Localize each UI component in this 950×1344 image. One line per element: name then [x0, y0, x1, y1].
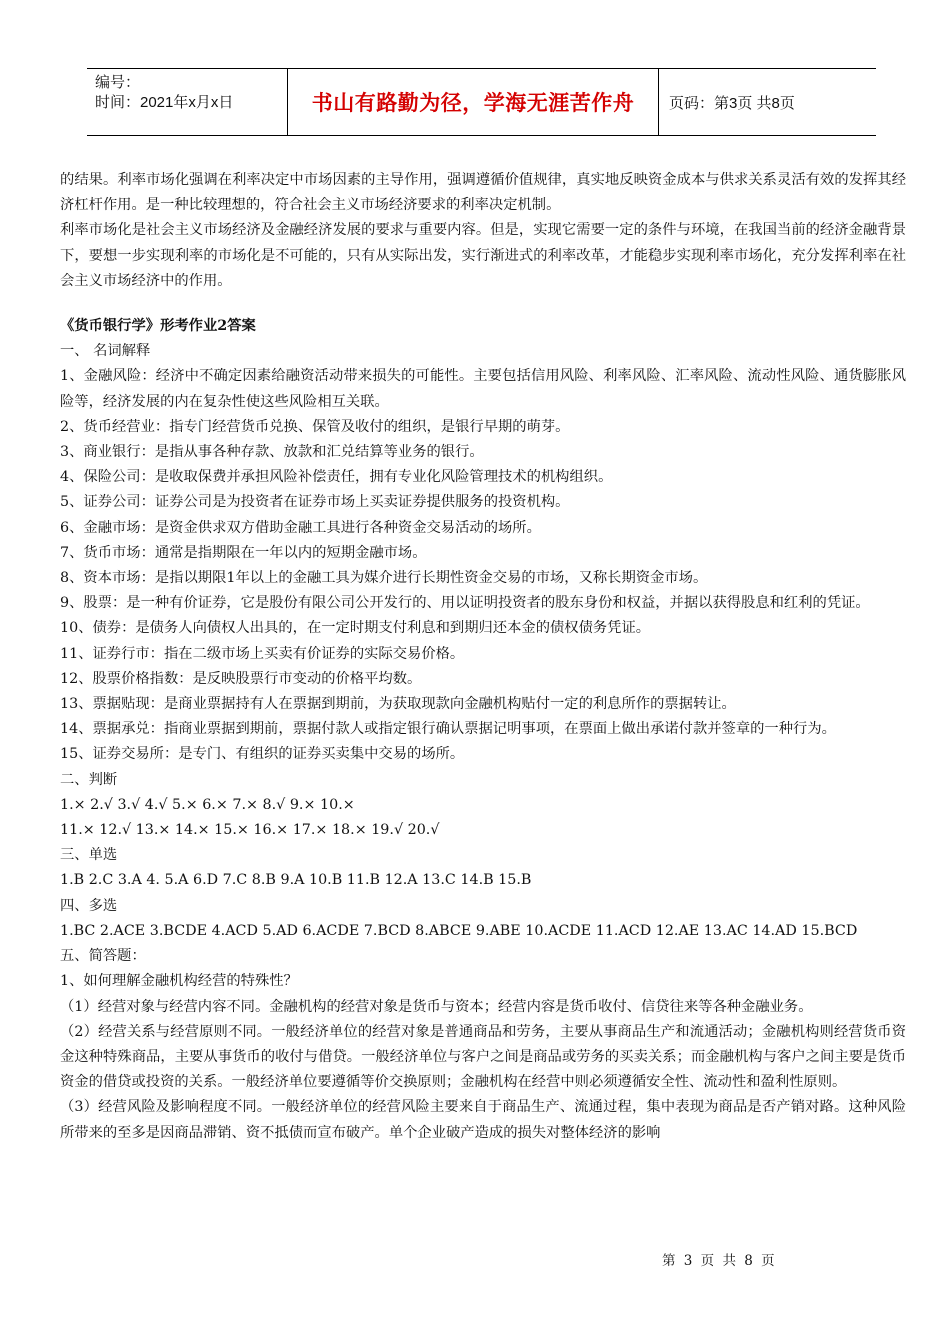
text-line: 5、证券公司：证券公司是为投资者在证券市场上买卖证券提供服务的投资机构。: [60, 494, 570, 511]
text-line: 12、股票价格指数：是反映股票行市变动的价格平均数。: [60, 670, 422, 687]
text-line: 14、票据承兑：指商业票据到期前，票据付款人或指定银行确认票据记明事项，在票面上做出承诺付款并签章的一种行为。: [60, 721, 836, 738]
text-line: 11、证券行市：指在二级市场上买卖有价证券的实际交易价格。: [60, 645, 465, 662]
text-line: 15、证券交易所：是专门、有组织的证券买卖集中交易的场所。: [60, 746, 465, 763]
header-table: [87, 68, 876, 136]
text-line: 11.× 12.√ 13.× 14.× 15.× 16.× 17.× 18.× 19.√ 20.√: [60, 822, 440, 839]
text-line: 13、票据贴现：是商业票据持有人在票据到期前，为获取现款向金融机构贴付一定的利息所作的票据转让。: [60, 696, 736, 713]
text-line: 2、货币经营业：指专门经营货币兑换、保管及收付的组织，是银行早期的萌芽。: [60, 418, 570, 435]
document-body: [60, 168, 906, 1146]
answer-lines: [60, 339, 906, 1146]
page-footer: 第 3 页 共 8 页: [662, 1253, 777, 1269]
text-line: 1.B 2.C 3.A 4. 5.A 6.D 7.C 8.B 9.A 10.B 11.B 12.A 13.C 14.B 15.B: [60, 872, 532, 889]
text-line: 二、判断: [60, 771, 118, 788]
text-line: （1）经营对象与经营内容不同。金融机构的经营对象是货币与资本；经营内容是货币收付、信贷往来等各种金融业务。: [60, 998, 813, 1015]
text-line: 8、资本市场：是指以期限1年以上的金融工具为媒介进行长期性资金交易的市场，又称长期资金市场。: [60, 570, 708, 587]
text-line: （2）经营关系与经营原则不同。一般经济单位的经营对象是普通商品和劳务，主要从事商品生产和流通活动；金融机构则经营货币资金这种特殊商品，主要从事货币的收付与借贷。一般经济单位与客户之间是商品或劳务的买卖关系；而金融机构与客户之间主要是货币资金的借贷或投资的关系。一般经济单位要遵循等价交换原则；金融机构在经营中则必须遵循安全性、流动性和盈利性原则。: [60, 1023, 906, 1091]
header-page-label: 页码：第3页 共8页: [669, 94, 795, 112]
text-line: 一、 名词解释: [60, 343, 151, 360]
number-label: 编号：: [95, 74, 141, 91]
text-line: 1.× 2.√ 3.√ 4.√ 5.× 6.× 7.× 8.√ 9.× 10.×: [60, 796, 355, 813]
header-motto: 书山有路勤为径，学海无涯苦作舟: [287, 69, 659, 135]
time-label: 时间：2021年x月x日: [95, 94, 234, 111]
text-line: 4、保险公司：是收取保费并承担风险补偿责任，拥有专业化风险管理技术的机构组织。: [60, 469, 613, 486]
text-line: 四、多选: [60, 897, 118, 914]
section-title: 《货币银行学》形考作业2答案: [60, 318, 256, 335]
text-line: 6、金融市场：是资金供求双方借助金融工具进行各种资金交易活动的场所。: [60, 519, 541, 536]
text-line: 3、商业银行：是指从事各种存款、放款和汇兑结算等业务的银行。: [60, 444, 484, 461]
text-line: 9、股票：是一种有价证券，它是股份有限公司公开发行的、用以证明投资者的股东身份和权益，并据以获得股息和红利的凭证。: [60, 595, 870, 612]
text-line: 1、如何理解金融机构经营的特殊性？: [60, 973, 298, 990]
text-line: 7、货币市场：通常是指期限在一年以内的短期金融市场。: [60, 544, 427, 561]
text-line: 1.BC 2.ACE 3.BCDE 4.ACD 5.AD 6.ACDE 7.BCD 8.ABCE 9.ABE 10.ACDE 11.ACD 12.AE 13.AC 14.AD 15.BCD: [60, 922, 858, 939]
intro-paragraph: 利率市场化是社会主义市场经济及金融经济发展的要求与重要内容。但是，实现它需要一定的条件与环境，在我国当前的经济金融背景下，要想一步实现利率的市场化是不可能的，只有从实际出发，实行渐进式的利率改革，才能稳步实现利率市场化，充分发挥利率在社会主义市场经济中的作用。: [60, 222, 906, 289]
intro-paragraph: 的结果。利率市场化强调在利率决定中市场因素的主导作用，强调遵循价值规律，真实地反映资金成本与供求关系灵活有效的发挥其经济杠杆作用。是一种比较理想的，符合社会主义市场经济要求的利率决定机制。: [60, 172, 906, 214]
text-line: 1、金融风险：经济中不确定因素给融资活动带来损失的可能性。主要包括信用风险、利率风险、汇率风险、流动性风险、通货膨胀风险等，经济发展的内在复杂性使这些风险相互关联。: [60, 368, 906, 410]
text-line: 五、简答题：: [60, 948, 146, 965]
text-line: （3）经营风险及影响程度不同。一般经济单位的经营风险主要来自于商品生产、流通过程，集中表现为商品是否产销对路。这种风险所带来的至多是因商品滞销、资不抵债而宣布破产。单个企业破产造成的损失对整体经济的影响: [60, 1099, 906, 1141]
header-meta: [95, 73, 285, 113]
text-line: 10、债券：是债务人向债权人出具的，在一定时期支付利息和到期归还本金的债权债务凭证。: [60, 620, 651, 637]
text-line: 三、单选: [60, 847, 118, 864]
